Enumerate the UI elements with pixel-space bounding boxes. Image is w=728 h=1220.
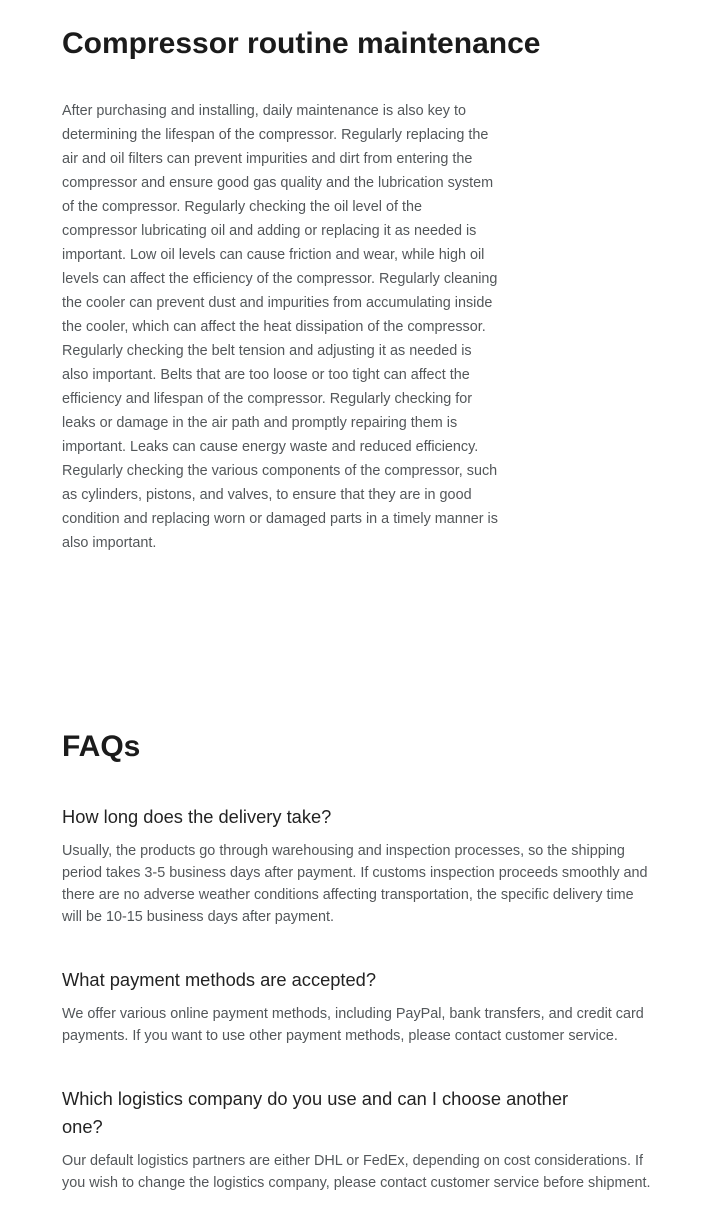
- faq-item-logistics: [62, 1085, 657, 1194]
- faqs-section: [62, 729, 657, 1194]
- faq-item-delivery: [62, 803, 657, 928]
- faq-question: Which logistics company do you use and can I choose another one?: [62, 1088, 569, 1137]
- faq-answer: We offer various online payment methods, including PayPal, bank transfers, and credit card payments. If you want to use other payment methods, please contact customer service.: [62, 1006, 644, 1044]
- faq-question: What payment methods are accepted?: [62, 969, 377, 990]
- faq-answer: Our default logistics partners are either DHL or FedEx, depending on cost considerations. If you wish to change the logistics company, please contact customer service before shipment.: [62, 1153, 651, 1191]
- faqs-heading: FAQs: [62, 730, 141, 763]
- intro-paragraph: After purchasing and installing, daily maintenance is also key to determining the lifespan of the compressor. Regularly replacing the air and oil filters can prevent impurities and dirt from entering the compressor and ensure good gas quality and the lubrication system of the compressor. Regularly checking the oil level of the compressor lubricating oil and adding or replacing it as needed is important. Low oil levels can cause friction and wear, while high oil levels can affect the efficiency of the compressor. Regularly cleaning the cooler can prevent dust and impurities from accumulating inside the cooler, which can affect the heat dissipation of the compressor. Regularly checking the belt tension and adjusting it as needed is also important. Belts that are too loose or too tight can affect the efficiency and lifespan of the compressor. Regularly checking for leaks or damage in the air path and promptly repairing them is important. Leaks can cause energy waste and reduced efficiency. Regularly checking the various components of the compressor, such as cylinders, pistons, and valves, to ensure that they are in good condition and replacing worn or damaged parts in a timely manner is also important.: [62, 103, 498, 551]
- faq-answer: Usually, the products go through warehousing and inspection processes, so the shipping period takes 3-5 business days after payment. If customs inspection proceeds smoothly and there are no adverse weather conditions affecting transportation, the specific delivery time will be 10-15 business days after payment.: [62, 843, 648, 925]
- faq-question: How long does the delivery take?: [62, 806, 332, 827]
- faq-item-payment: [62, 966, 657, 1047]
- page-title: Compressor routine maintenance: [62, 27, 541, 60]
- content-page: [0, 26, 728, 1194]
